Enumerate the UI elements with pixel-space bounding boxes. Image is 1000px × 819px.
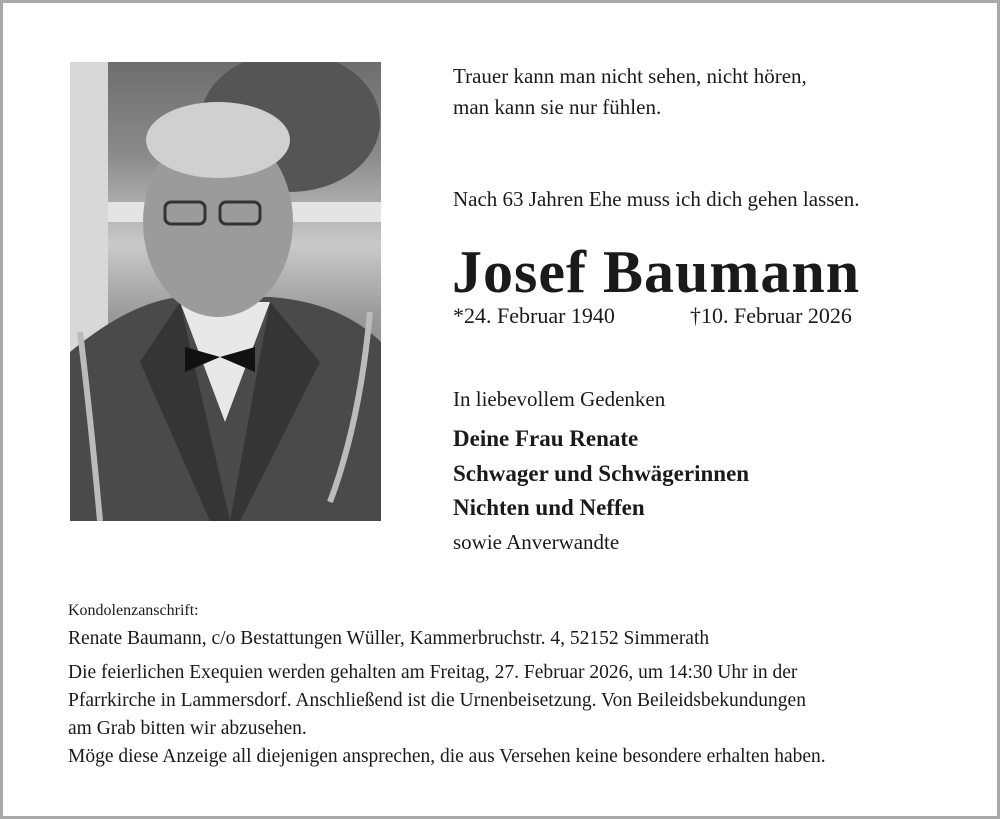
mourner-line: Nichten und Neffen [453,495,645,520]
birth-date: *24. Februar 1940 [453,303,615,328]
condolence-label: Kondolenzanschrift: [68,602,199,619]
memorial-text: In liebevollem Gedenken [453,387,666,411]
portrait-illustration [70,62,381,521]
service-line: Möge diese Anzeige all diejenigen ansprechen, die aus Versehen keine besondere erhalten haben. [68,746,826,767]
death-date: †10. Februar 2026 [690,303,852,328]
intro-text: Nach 63 Jahren Ehe muss ich dich gehen lassen. [453,187,860,211]
mourner-line: Schwager und Schwägerinnen [453,461,750,486]
service-line: Pfarrkirche in Lammersdorf. Anschließend ist die Urnenbeisetzung. Von Beileidsbekundungen [68,690,806,711]
quote-line-1: Trauer kann man nicht sehen, nicht hören, [453,64,807,88]
service-line: am Grab bitten wir abzusehen. [68,718,307,739]
portrait-photo [70,62,381,521]
condolence-address: Renate Baumann, c/o Bestattungen Wüller, Kammerbruchstr. 4, 52152 Simmerath [68,628,710,649]
service-line: Die feierlichen Exequien werden gehalten am Freitag, 27. Februar 2026, um 14:30 Uhr in der [68,662,798,683]
quote-line-2: man kann sie nur fühlen. [453,95,662,119]
mourner-line: Deine Frau Renate [453,426,639,451]
relatives-text: sowie Anverwandte [453,530,620,554]
deceased-name: Josef Baumann [452,239,861,305]
